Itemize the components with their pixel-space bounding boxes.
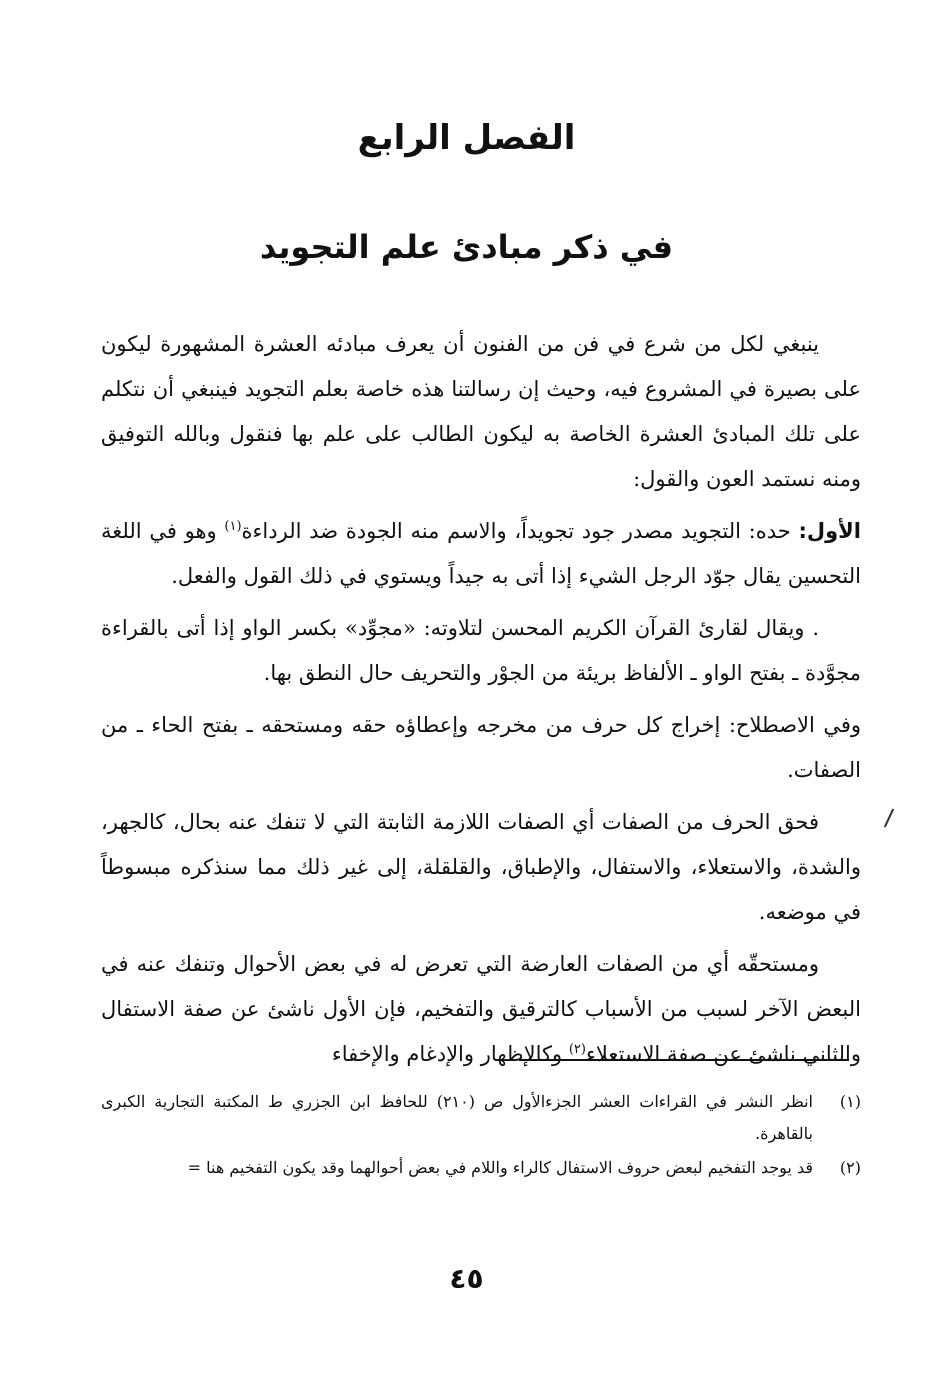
section-title: في ذكر مبادئ علم التجويد [259,228,674,266]
paragraph-lead-word: الأول: [798,519,861,543]
footnote-text: انظر النشر في القراءات العشر الجزءالأول ص (٢١٠) للحافظ ابن الجزري ط المكتبة التجارية الكبرى بالقاهرة. [101,1092,813,1143]
body-text [101,322,861,1084]
paragraph-reader: . ويقال لقارئ القرآن الكريم المحسن لتلاوته: «مجوِّد» بكسر الواو إذا أتى بالقراءة مجوَّدة ـ بفتح الواو ـ الألفاظ بريئة من الجوْر والتحريف حال النطق بها. [101,616,861,685]
footnote-item [101,1152,861,1184]
footnotes [101,1086,861,1186]
paragraph-terminology: وفي الاصطلاح: إخراج كل حرف من مخرجه وإعطاؤه حقه ومستحقه ـ بفتح الحاء ـ من الصفات. [101,713,861,782]
paragraph-text: حده: التجويد مصدر جود تجويداً، والاسم منه الجودة ضد الرداءة [241,519,799,543]
footnote-text: قد يوجد التفخيم لبعض حروف الاستفال كالراء واللام في بعض أحوالهما وقد يكون التفخيم هنا = [187,1158,813,1177]
paragraph-text: وكالإظهار والإدغام والإخفاء [331,1042,569,1066]
footnote-divider [519,1059,849,1061]
footnote-reference-2[interactable]: (٢) [568,1042,586,1057]
paragraph-intro: ينبغي لكل من شرع في فن من الفنون أن يعرف مبادئه العشرة المشهورة ليكون على بصيرة في المشروع فيه، وحيث إن رسالتنا هذه خاصة بعلم التجويد فينبغي أن نتكلم على تلك المبادئ العشرة الخاصة به ليكون الطالب على علم بها فنقول وبالله التوفيق ومنه نستمد العون والقول: [101,332,861,491]
footnote-marker: (٢) [839,1158,861,1177]
paragraph-text: وهو في اللغة التحسين يقال جوّد الرجل الشيء إذا أتى به جيداً ويستوي في ذلك القول والفعل. [101,519,861,588]
chapter-title: الفصل الرابع [357,118,576,158]
page-number: ٤٥ [449,1262,484,1295]
paragraph-letter-due [101,942,861,1077]
paragraph-definition [101,509,861,599]
paragraph-letter-right: فحق الحرف من الصفات أي الصفات اللازمة الثابتة التي لا تنفك عنه بحال، كالجهر، والشدة، والاستعلاء، والاستفال، والإطباق، والقلقلة، إلى غير ذلك مما سنذكره مبسوطاً في موضعه. [101,810,861,924]
paragraph-text: ومستحقّه أي من الصفات العارضة التي تعرض له في بعض الأحوال وتنفك عنه في البعض الآخر لسبب من الأسباب كالترقيق والتفخيم، فإن الأول ناشئ عن صفة الاستفال والثاني ناشئ عن صفة الاستعلاء [101,952,861,1066]
footnote-item [101,1086,861,1150]
margin-pen-mark [884,809,894,828]
footnote-marker: (١) [839,1092,861,1111]
footnote-reference-1[interactable]: (١) [224,519,242,534]
